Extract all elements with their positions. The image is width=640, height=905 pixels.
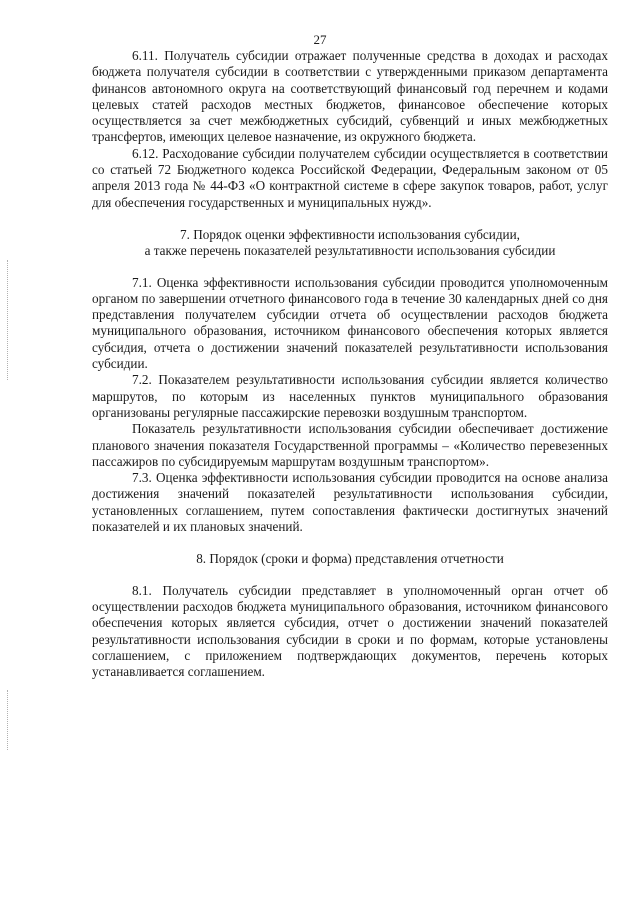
section-7-heading-line1: 7. Порядок оценки эффективности использования субсидии,: [180, 226, 520, 242]
paragraph-7-3: 7.3. Оценка эффективности использования субсидии проводится на основе анализа достижения значений показателей результативности использования субсидии, установленных соглашением, путем сопоставления фактически достигнутых значений показателей и их плановых значений.: [92, 470, 608, 535]
paragraph-7-2: 7.2. Показателем результативности использования субсидии является количество маршрутов, по которым из населенных пунктов муниципального образования организованы регулярные пассажирские перевозки воздушным транспортом.: [92, 372, 608, 420]
section-8-heading: [92, 551, 608, 567]
scan-edge-mark: [7, 260, 9, 380]
document-body: [92, 48, 608, 680]
scan-edge-mark: [7, 690, 9, 750]
page-number: 27: [313, 32, 327, 47]
section-7-heading: [92, 227, 608, 260]
paragraph-6-11: 6.11. Получатель субсидии отражает полученные средства в доходах и расходах бюджета получателя субсидии в соответствии с утвержденными приказом департамента финансов автономного округа на соответствующий финансовый год перечнем и кодами целевых статей расходов местных бюджетов, финансовое обеспечение которых осуществляется за счет межбюджетных субсидий, субвенций и иных межбюджетных трансфертов, имеющих целевое назначение, из окружного бюджета.: [92, 48, 608, 145]
paragraph-6-12: 6.12. Расходование субсидии получателем субсидии осуществляется в соответствии со статьей 72 Бюджетного кодекса Российской Федерации, Федеральным законом от 05 апреля 2013 года № 44-ФЗ «О контрактной системе в сфере закупок товаров, работ, услуг для обеспечения государственных и муниципальных нужд».: [92, 145, 608, 210]
paragraph-8-1: 8.1. Получатель субсидии представляет в уполномоченный орган отчет об осуществлении расходов бюджета муниципального образования, источником финансового обеспечения которых является субсидия, отчет о достижении значений показателей результативности использования субсидии в сроки и по формам, которые установлены соглашением, с приложением подтверждающих документов, перечень которых устанавливается соглашением.: [92, 582, 608, 680]
section-8-heading-line: 8. Порядок (сроки и форма) представления отчетности: [196, 551, 504, 567]
paragraph-7-2-note: Показатель результативности использования субсидии обеспечивает достижение планового значения показателя Государственной программы – «Количество перевезенных пассажиров по субсидируемым маршрутам воздушным транспортом».: [92, 421, 608, 469]
section-7-heading-line2: а также перечень показателей результативности использования субсидии: [144, 243, 556, 259]
paragraph-7-1: 7.1. Оценка эффективности использования субсидии проводится уполномоченным органом по завершении отчетного финансового года в течение 30 календарных дней со дня представления получателем субсидии отчета об осуществлении расходов бюджета муниципального образования, источником финансового обеспечения которых является субсидия, отчета о достижении значений показателей результативности использования субсидии.: [92, 274, 608, 372]
